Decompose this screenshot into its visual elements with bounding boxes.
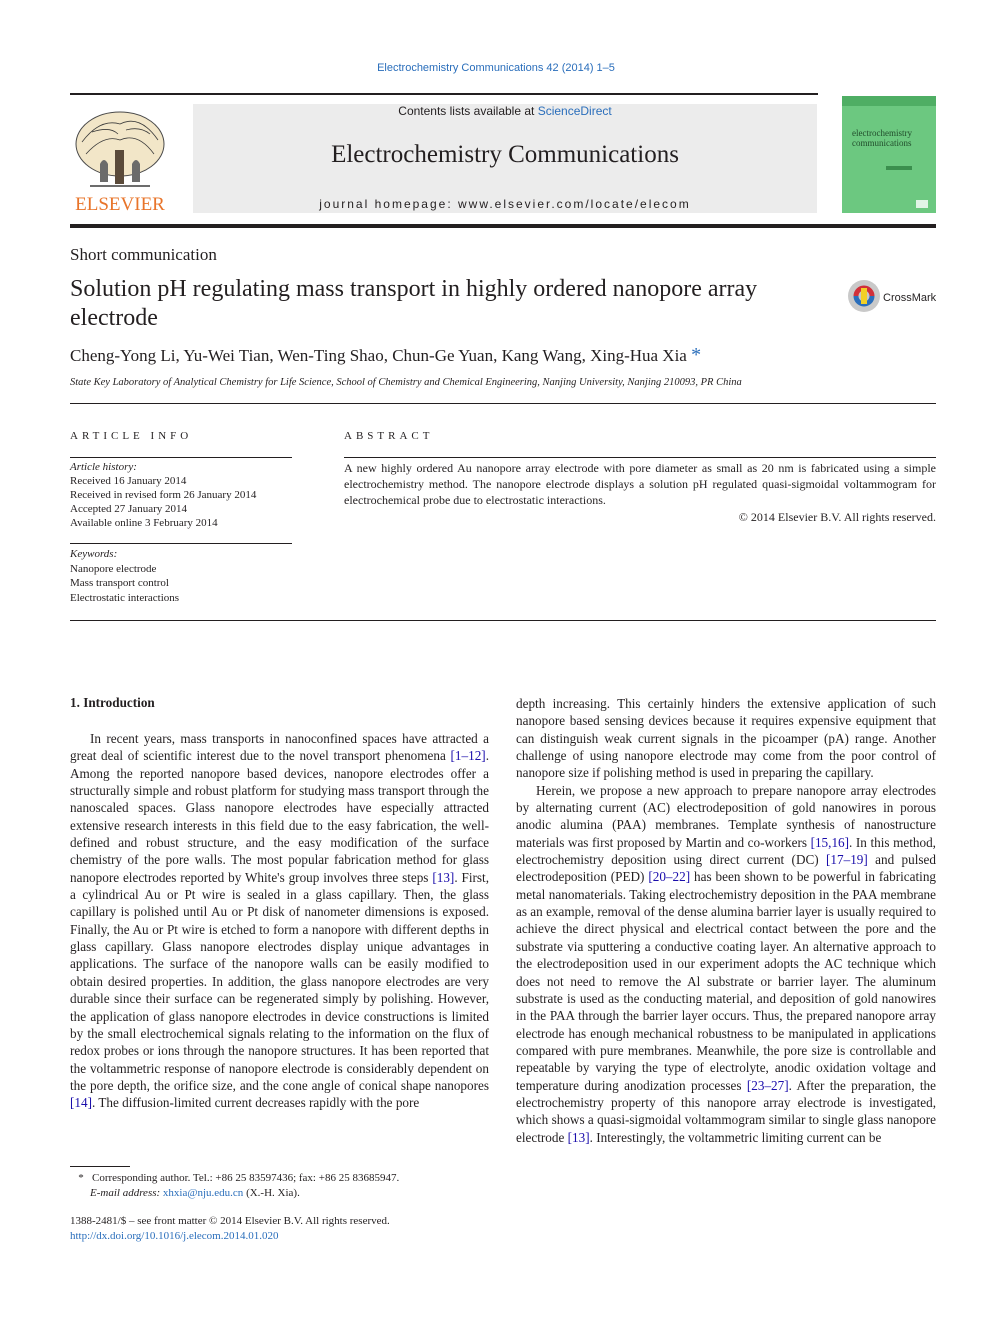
body-column-right [516,695,936,1146]
email-link[interactable]: xhxia@nju.edu.cn [162,1187,244,1199]
copyright-notice: © 2014 Elsevier B.V. All rights reserved. [738,510,936,524]
divider [70,543,292,544]
body-column-left [70,730,489,1112]
cover-title-line2: communications [852,138,912,148]
journal-title: Electrochemistry Communications [331,141,679,168]
keyword: Mass transport control [70,577,169,589]
keyword: Nanopore electrode [70,562,157,575]
citation-link[interactable]: [20–22] [648,869,691,885]
crossmark-label: CrossMark [883,292,937,304]
citation-link[interactable]: [1–12] [450,748,486,764]
article-info-heading: ARTICLE INFO [70,430,193,442]
citation-link[interactable]: [13] [432,869,455,885]
keyword: Electrostatic interactions [70,591,180,604]
footnote-rule [70,1166,130,1167]
citation-link[interactable]: [17–19] [826,852,868,868]
abstract-text: A new highly ordered Au nanopore array electrode with pore diameter as small as 20 nm is fabricated using a simple electrochemistry method. The nanopore electrode displays a solution pH regulated quasi-sigmoidal voltammogram for electrochemical probe due to electrostatic interactions. [344,461,936,507]
author-list: Cheng-Yong Li, Yu-Wei Tian, Wen-Ting Shao, Chun-Ge Yuan, Kang Wang, Xing-Hua Xia * [70,344,702,366]
divider [70,457,292,458]
history-label: Article history: [70,461,137,473]
header-rule [70,93,818,95]
footnote-mark: * [78,1172,84,1184]
journal-cover [842,96,936,213]
abstract-heading: ABSTRACT [344,430,434,442]
crossmark-badge[interactable] [847,278,939,314]
article-type: Short communication [70,245,217,264]
divider [70,403,936,404]
affiliation: State Key Laboratory of Analytical Chemistry for Life Science, School of Chemistry and Chemical Engineering, Nanjing University, Nanjing 210093, PR China [70,377,742,388]
footnote: * Corresponding author. Tel.: +86 25 83597436; fax: +86 25 83685947. E-mail address: xhxia@nju.edu.cn (X.-H. Xia). [78,1172,400,1199]
paragraph: In recent years, mass transports in nanoconfined spaces have attracted a great deal of scientific interest due to the novel transport phenomena [1–12]. Among the reported nanopore based devices, nanopore electrodes offer a structurally simple and robust platform for studying mass transport through the nanoscaled spaces. Glass nanopore electrodes have especially attracted extensive research interests in this field due to the easy fabrication, the well-defined and robust structure, and the easy modification of the surface chemistry of the pore walls. The most popular fabrication method for glass nanopore electrodes reported by White's group involves three steps [13]. First, a cylindrical Au or Pt wire is sealed in a glass capillary. Then, the glass capillary is polished until Au or Pt disk of nanometer dimensions is exposed. Finally, the Au or Pt wire is etched to form a nanopore with different depths in glass capillary. Glass nanopore electrodes display unique advantages in applications. The surface of the nanopore walls can be easily modified to obtain desired properties. In addition, the glass nanopore electrodes are very durable since their surface can be regenerated simply by polishing. However, the application of glass nanopore electrodes in device constructions is limited by the small electrochemical signals relating to the information on the flux of redox probes or ions through the nanopore structures. It has been reported that the voltammetric response of nanopore electrode is considerably dependent on the pore depth, the orifice size, and the cone angle of conical shape nanopores [14]. The diffusion-limited current decreases rapidly with the pore [70,731,489,1111]
article-history [70,460,256,530]
citation-link[interactable]: [23–27] [746,1077,789,1093]
elsevier-wordmark: ELSEVIER [75,194,165,214]
divider [70,620,936,621]
article-title: Solution pH regulating mass transport in highly ordered nanopore array electrode [70,276,758,331]
issn-line: 1388-2481/$ – see front matter © 2014 Elsevier B.V. All rights reserved. [70,1215,390,1227]
citation-link[interactable]: [15,16] [810,834,850,850]
citation-link[interactable]: [13] [567,1129,590,1145]
front-matter [70,1214,390,1243]
history-item: Received in revised form 26 January 2014 [70,489,257,501]
doi-link[interactable]: http://dx.doi.org/10.1016/j.elecom.2014.01.020 [70,1229,279,1242]
history-item: Available online 3 February 2014 [70,517,218,529]
corresponding-author-mark[interactable]: * [691,344,702,366]
divider [344,457,936,458]
header-thick-rule [70,224,936,228]
journal-homepage[interactable]: journal homepage: www.elsevier.com/locate/elecom [319,197,691,211]
history-item: Accepted 27 January 2014 [70,503,187,515]
history-item: Received 16 January 2014 [70,475,187,487]
elsevier-logo [70,104,170,214]
paragraph: depth increasing. This certainly hinders the extensive application of such nanopore based sensing devices because it requires expensive equipment that can distinguish weak current signals in the picoamper (pA) range. Another challenge of using nanopore electrode may come from the poor control of nanopore size if polishing method is used in preparing the capillary. [516,696,936,781]
contents-line: Contents lists available at ScienceDirect [398,104,612,118]
keywords [70,547,179,605]
elsevier-tree-icon [70,104,170,214]
sciencedirect-link[interactable]: ScienceDirect [537,104,612,118]
citation-link[interactable]: [14] [70,1095,92,1111]
section-heading: 1. Introduction [70,695,155,710]
cover-title-line1: electrochemistry [852,128,912,138]
keywords-label: Keywords: [70,548,118,560]
journal-reference-link[interactable]: Electrochemistry Communications 42 (2014) 1–5 [377,62,615,74]
paragraph: Herein, we propose a new approach to prepare nanopore array electrodes by alternating current (AC) electrodeposition of gold nanowires in porous anodic alumina (PAA) membranes. Template synthesis of nanostructure materials was first proposed by Martin and co-workers [15,16]. In this method, electrochemistry deposition using direct current (DC) [17–19] and pulsed electrodeposition (PED) [20–22] has been shown to be powerful in fabricating metal nanomaterials. Taking electrochemistry deposition in the PAA membrane as an example, removal of the dense alumina barrier layer is usually required to achieve the direct physical and electrical contact between the pore and the substrate via sputtering a conductive coating layer. An alternative approach to the electrodeposition used in our experiment adopts the AC technique which does not need to remove the Al substrate or barrier layer. The aluminum substrate is used as the conducting material, and deposition of gold nanowires in the PAA through the barrier layer occurs. Thus, the prepared nanopore array electrode has enough mechanical robustness to be manipulated in applications compared with pure membranes. Meanwhile, the pore size is controllable and repeatable by varying the type of electrolyte, anodic oxidation voltage and temperature during anodization processes [23–27]. After the preparation, the electrochemistry property of this nanopore array electrode is investigated, which shows a quasi-sigmoidal voltammogram similar to single glass nanopore electrode [13]. Interestingly, the voltammetric limiting current can be [516,782,937,1145]
